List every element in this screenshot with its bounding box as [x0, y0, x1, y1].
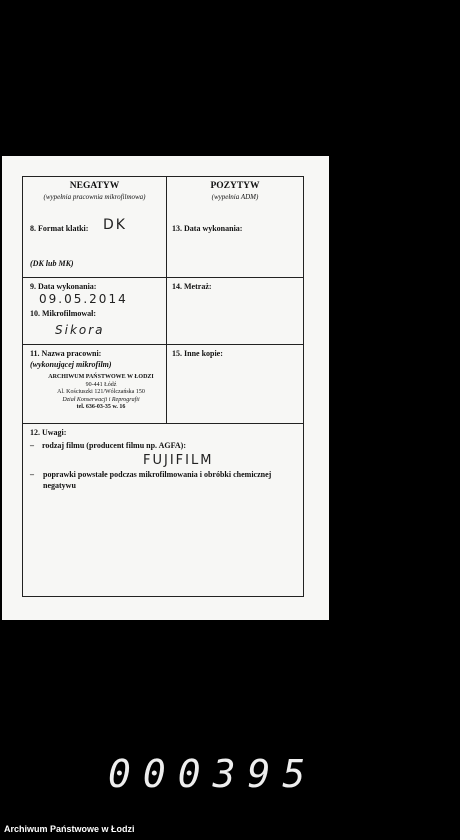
stamp-line: tel. 636-03-35 w. 16 [76, 404, 126, 410]
negatyw-subtitle: (wypełnia pracownia mikrofilmowa) [43, 193, 146, 201]
data9-label: 9. Data wykonania: [30, 282, 97, 291]
format-hint: (DK lub MK) [30, 259, 74, 268]
data9-value: 09.05.2014 [39, 292, 128, 306]
uwagi-item-1-text: rodzaj filmu (producent filmu np. AGFA): [42, 441, 187, 450]
format-value: DK [103, 217, 127, 233]
column-divider [166, 177, 167, 423]
pozytyw-subtitle: (wypełnia ADM) [211, 193, 259, 201]
inne-label: 15. Inne kopie: [172, 349, 223, 358]
stamp-line: Al. Kościuszki 121/Wólczańska 150 [57, 389, 145, 395]
pracownia-sublabel: (wykonującej mikrofilm) [30, 360, 112, 369]
mikrofilmowal-value: Sikora [55, 323, 105, 337]
wykonanie13-label: 13. Data wykonania: [172, 224, 243, 233]
negatyw-title: NEGATYW [69, 181, 120, 191]
pozytyw-title: POZYTYW [210, 181, 260, 191]
uwagi-label: 12. Uwagi: [30, 428, 67, 437]
stamp-line: 90-441 Łódź [85, 381, 117, 388]
uwagi-item-2-text: poprawki powstałe podczas mikrofilmowania i obróbki chemicznej negatywu [43, 470, 272, 490]
bullet-icon: – [30, 470, 34, 479]
uwagi-item-1-value: FUJIFILM [143, 453, 214, 468]
negatyw-header [23, 181, 166, 203]
format-label: 8. Format klatki: [30, 224, 89, 233]
mikrofilmowal-label: 10. Mikrofilmował: [30, 309, 97, 318]
frame-counter: 000395 [108, 752, 318, 796]
uwagi-item-2 [30, 469, 292, 491]
form-frame [22, 176, 304, 597]
uwagi-item-1 [30, 440, 290, 451]
row-divider-2 [23, 344, 303, 345]
microfilm-card [2, 156, 329, 620]
stamp [37, 374, 165, 412]
bullet-icon: – [30, 441, 34, 450]
footer-caption: Archiwum Państwowe w Łodzi [4, 824, 135, 834]
row-divider-3 [23, 423, 303, 424]
stamp-line: ARCHIWUM PAŃSTWOWE W ŁODZI [48, 374, 154, 380]
metraz-label: 14. Metraż: [172, 282, 212, 291]
pracownia-label: 11. Nazwa pracowni: [30, 349, 102, 358]
pozytyw-header [167, 181, 303, 203]
row-divider-1 [23, 277, 303, 278]
stamp-line: Dział Konserwacji i Reprografii [62, 396, 140, 403]
